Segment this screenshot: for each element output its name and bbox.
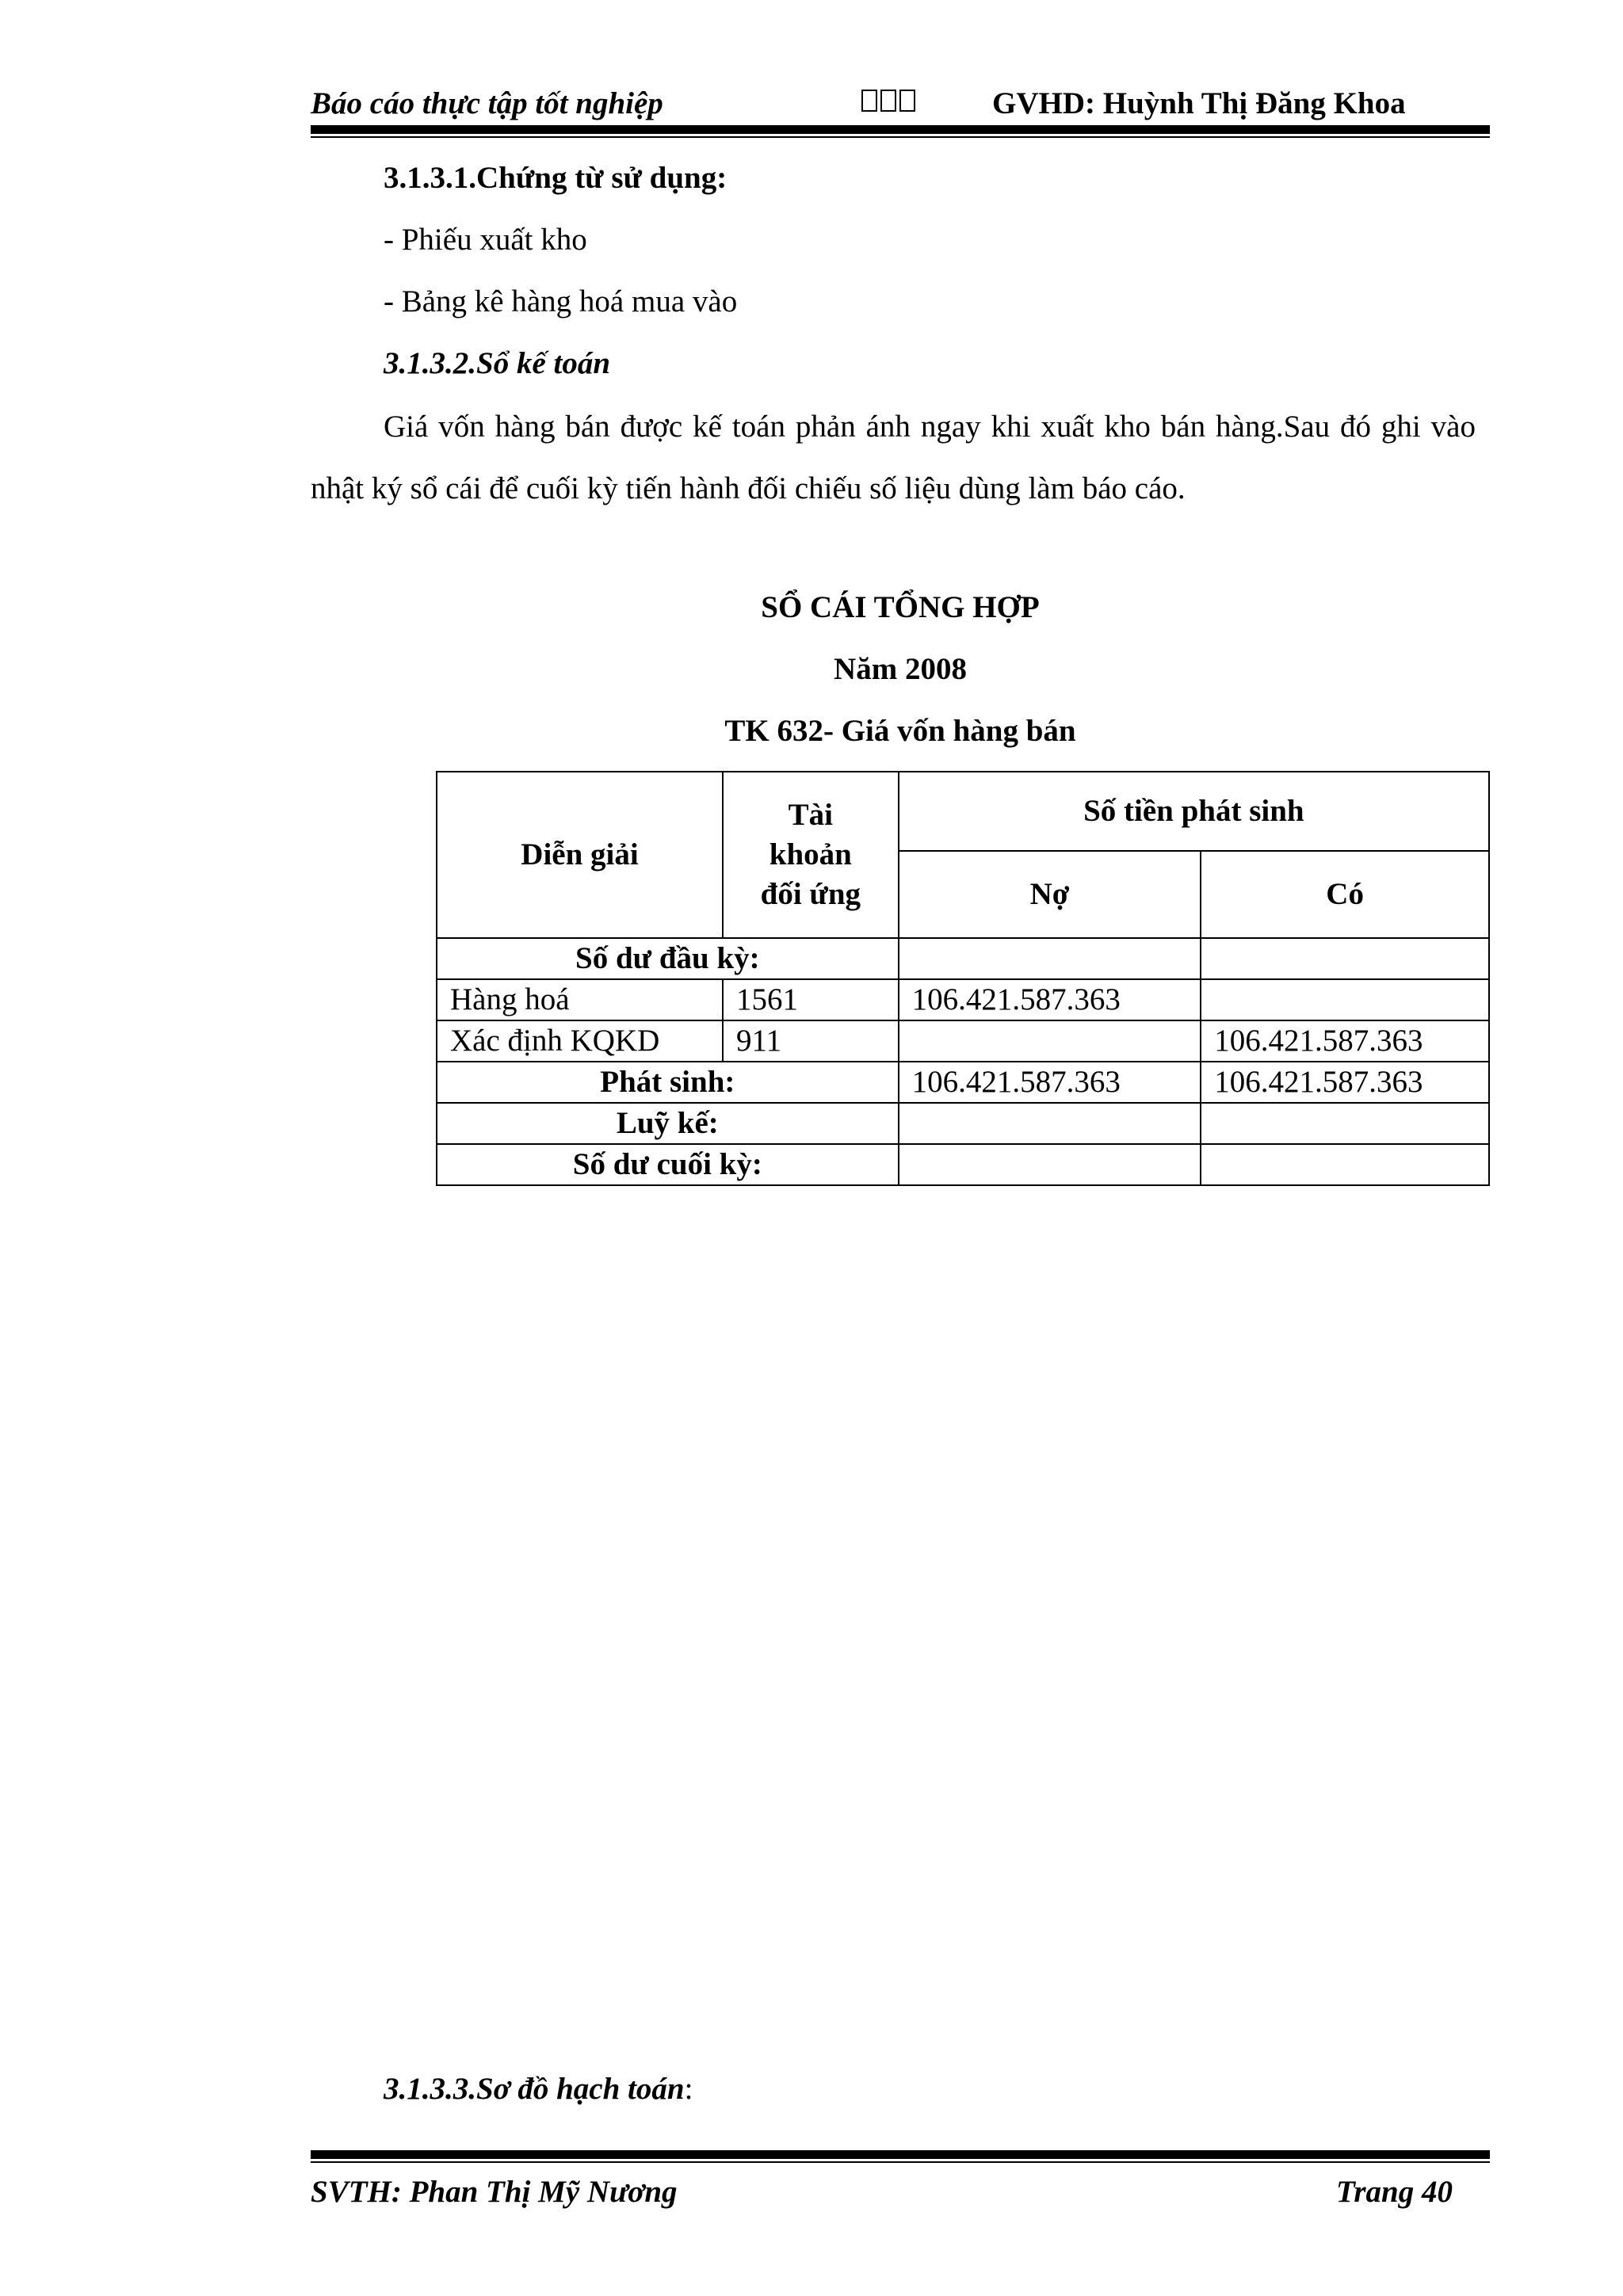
section-3133-title-text: 3.1.3.3.Sơ đồ hạch toán	[384, 2072, 685, 2106]
row-credit	[1201, 979, 1489, 1020]
row-description: Hàng hoá	[437, 979, 723, 1020]
cumulative-label: Luỹ kế:	[437, 1103, 899, 1144]
row-account: 1561	[723, 979, 899, 1020]
header-amount: Số tiền phát sinh	[899, 772, 1489, 851]
header-report-title: Báo cáo thực tập tốt nghiệp	[311, 86, 663, 120]
header-ornament	[861, 87, 916, 121]
closing-balance-credit	[1201, 1144, 1489, 1185]
header-credit: Có	[1201, 851, 1489, 938]
table-header-row	[437, 772, 1489, 851]
row-description: Xác định KQKD	[437, 1020, 723, 1062]
ledger-account: TK 632- Giá vốn hàng bán	[724, 714, 1076, 748]
row-debit	[899, 1020, 1201, 1062]
table-row	[437, 1062, 1489, 1103]
row-account: 911	[723, 1020, 899, 1062]
cumulative-debit	[899, 1103, 1201, 1144]
footer-page-number: Trang 40	[1336, 2175, 1453, 2209]
doc-item-2: - Bảng kê hàng hoá mua vào	[384, 284, 738, 318]
header-account-line-2: khoản	[769, 837, 852, 871]
total-credit: 106.421.587.363	[1201, 1062, 1489, 1103]
table-row	[437, 1103, 1489, 1144]
header-account	[723, 772, 899, 938]
table-row	[437, 1144, 1489, 1185]
footer-rule	[311, 2150, 1490, 2159]
opening-balance-credit	[1201, 938, 1489, 979]
section-3132-paragraph: Giá vốn hàng bán được kế toán phản ánh ngay khi xuất kho bán hàng.Sau đó ghi vào nhật ký sổ cái để cuối kỳ tiến hành đối chiếu số liệu dùng làm báo cáo.	[311, 410, 1476, 505]
row-debit: 106.421.587.363	[899, 979, 1201, 1020]
header-account-line-3: đối ứng	[760, 877, 861, 911]
footer-student: SVTH: Phan Thị Mỹ Nương	[311, 2175, 678, 2209]
footer-rule-thin	[311, 2161, 1490, 2163]
header-rule-thin	[311, 136, 1490, 138]
row-credit: 106.421.587.363	[1201, 1020, 1489, 1062]
section-3132-title: 3.1.3.2.Sổ kế toán	[384, 346, 611, 380]
section-3131-title: 3.1.3.1.Chứng từ sử dụng:	[384, 161, 727, 195]
section-3133-title-colon: :	[684, 2072, 693, 2106]
table-row	[437, 979, 1489, 1020]
cumulative-credit	[1201, 1103, 1489, 1144]
header-debit: Nợ	[899, 851, 1201, 938]
header-description: Diễn giải	[437, 772, 723, 938]
total-debit: 106.421.587.363	[899, 1062, 1201, 1103]
ledger-title: SỔ CÁI TỔNG HỢP	[761, 590, 1040, 624]
ornament-glyph-icon	[861, 87, 916, 114]
closing-balance-debit	[899, 1144, 1201, 1185]
opening-balance-label: Số dư đầu kỳ:	[437, 938, 899, 979]
header-advisor: GVHD: Huỳnh Thị Đăng Khoa	[992, 86, 1406, 120]
closing-balance-label: Số dư cuối kỳ:	[437, 1144, 899, 1185]
header-rule	[311, 125, 1490, 134]
doc-item-1: - Phiếu xuất kho	[384, 223, 587, 257]
opening-balance-debit	[899, 938, 1201, 979]
total-label: Phát sinh:	[437, 1062, 899, 1103]
table-row	[437, 1020, 1489, 1062]
section-3133-title	[384, 2071, 693, 2107]
header-account-line-1: Tài	[788, 798, 834, 832]
table-row	[437, 938, 1489, 979]
ledger-year: Năm 2008	[834, 652, 967, 686]
ledger-table	[436, 771, 1490, 1186]
